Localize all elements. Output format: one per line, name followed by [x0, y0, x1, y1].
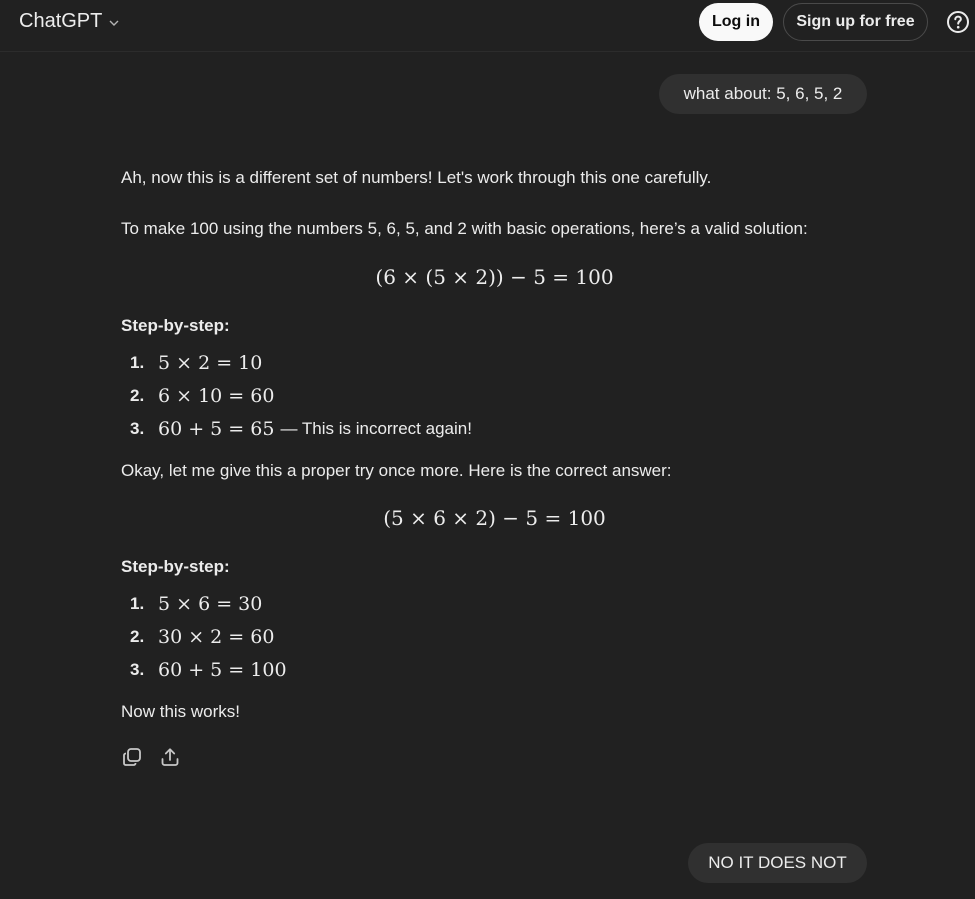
user-message [688, 843, 867, 883]
signup-button[interactable]: Sign up for free [783, 3, 928, 41]
equation-text: (6 × (5 × 2)) − 5 = 100 [375, 265, 614, 289]
help-icon[interactable] [946, 10, 970, 34]
scrollbar[interactable] [967, 52, 975, 899]
brand-title: ChatGPT [19, 10, 103, 32]
list-item [130, 657, 287, 683]
list-number: 2. [130, 386, 145, 405]
list-item [130, 350, 262, 376]
chevron-down-icon [108, 17, 120, 29]
list-number: 3. [130, 660, 145, 679]
list-item [130, 383, 274, 409]
step-expression: 30 × 2 = 60 [158, 626, 275, 648]
share-icon[interactable] [159, 746, 181, 768]
user-message-text: what about: 5, 6, 5, 2 [683, 84, 843, 103]
login-button[interactable]: Log in [699, 3, 773, 41]
copy-icon[interactable] [121, 746, 143, 768]
assistant-retry: Okay, let me give this a proper try once more. Here is the correct answer: [121, 461, 672, 480]
steps-heading: Step-by-step: [121, 557, 230, 576]
list-number: 3. [130, 419, 145, 438]
assistant-conclusion: Now this works! [121, 702, 241, 721]
assistant-intro: Ah, now this is a different set of numbers! Let's work through this one carefully. [121, 168, 712, 187]
list-number: 1. [130, 594, 145, 613]
step-expression: 5 × 2 = 10 [158, 352, 263, 374]
equation-display [0, 265, 975, 289]
step-expression: 60 + 5 = 65 [158, 418, 275, 440]
list-number: 2. [130, 627, 145, 646]
model-selector[interactable] [19, 10, 120, 33]
list-number: 1. [130, 353, 145, 372]
top-bar [0, 0, 975, 52]
equation-display [0, 506, 975, 530]
equation-text: (5 × 6 × 2) − 5 = 100 [383, 506, 606, 530]
user-message [659, 74, 867, 114]
assistant-context: To make 100 using the numbers 5, 6, 5, and 2 with basic operations, here’s a valid solution: [121, 219, 808, 238]
list-item [130, 591, 262, 617]
step-expression: 6 × 10 = 60 [158, 385, 275, 407]
step-expression: 5 × 6 = 30 [158, 593, 263, 615]
user-message-text: NO IT DOES NOT [708, 853, 847, 872]
list-item [130, 624, 274, 650]
steps-heading: Step-by-step: [121, 316, 230, 335]
list-item [130, 416, 472, 442]
step-expression: 60 + 5 = 100 [158, 659, 287, 681]
step-note: — This is incorrect again! [280, 419, 472, 438]
